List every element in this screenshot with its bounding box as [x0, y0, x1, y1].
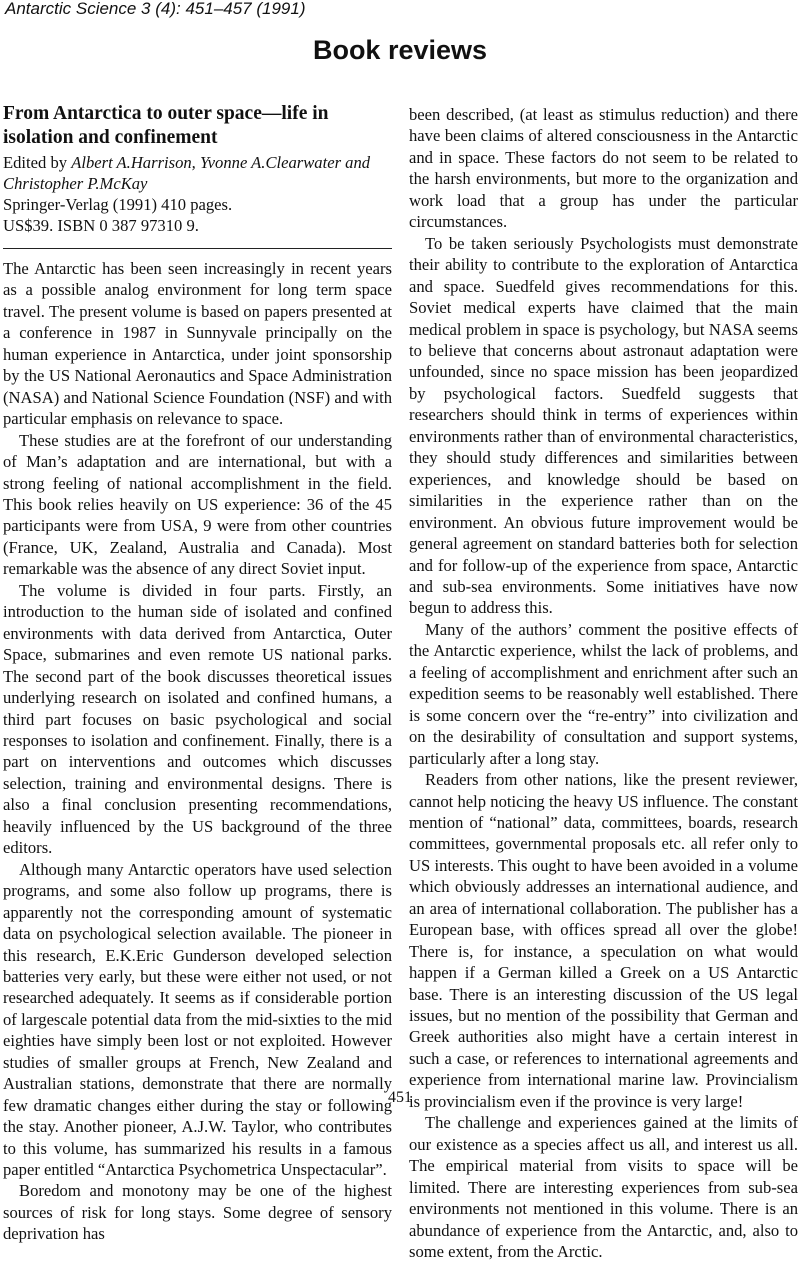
edited-by-label: Edited by	[3, 153, 72, 172]
paragraph: The Antarctic has been seen increasingly in recent years as a possible analog environment for long term space travel. The present volume is based on papers presented at a conference in 1987 in Sunnyvale principally on the human experience in Antarctica, under joint sponsorship by the US National Aeronautics and Space Administration (NASA) and National Science Foundation (NSF) and with particular emphasis on relevance to space.	[3, 259, 392, 429]
paragraph: Readers from other nations, like the present reviewer, cannot help noticing the heavy US influence. The constant mention of “national” data, committees, boards, research committees, governmental proposals etc. all refer only to US interests. This ought to have been avoided in a volume which obviously addresses an international audience, and an area of international collaboration. The publisher has a European base, with offices spread all over the globe! There is, for instance, a speculation on what would happen if a German killed a Greek on a US Antarctic base. There is an interesting discussion of the US legal issues, but no mention of the possibility that German and Greek authorities also might have a certain interest in such a case, or references to international agreements and experience from international marine law. Provincialism is provincialism even if the province is very large!	[409, 770, 798, 1111]
paragraph: Many of the authors’ comment the positive effects of the Antarctic experience, whilst the lack of problems, and a feeling of accomplishment and enrichment after such an expedition seems to be reasonably well established. There is some concern over the “re-entry” into civilization and on the desirability of consultation and support systems, particularly after a long stay.	[409, 619, 798, 768]
paragraph: been described, (at least as stimulus reduction) and there have been claims of altered consciousness in the Antarctic and in space. These factors do not seem to be related to the harsh environments, but more to the organization and work load that a group has under the particular circumstances.	[409, 105, 798, 232]
editors-names: Albert A.Harrison, Yvonne A.Clearwater and Christopher P.McKay	[3, 153, 371, 193]
publisher-line: Springer-Verlag (1991) 410 pages.	[3, 195, 233, 214]
section-title: Book reviews	[312, 35, 488, 65]
paragraph: These studies are at the forefront of our understanding of Man’s adaptation and are international, but with a strong feeling of national accomplishment in the field. This book relies heavily on US experience: 36 of the 45 participants were from USA, 9 were from other countries (France, UK, Zealand, Australia and Canada). Most remarkable was the absence of any direct Soviet input.	[3, 430, 392, 579]
paragraph: Although many Antarctic operators have used selection programs, and some also follow up programs, there is apparently not the corresponding amount of systematic data on psychological selection available. The pioneer in this research, E.K.Eric Gunderson developed selection batteries very early, but these were either not used, or not researched adequately. It seems as if considerable portion of largescale potential data from the mid-sixties to the mid eighties have simply been lost or not exploited. However studies of smaller groups at French, New Zealand and Australian stations, demonstrate that there are normally few dramatic changes either during the stay or following the stay. Another pioneer, A.J.W. Taylor, who contributes to this volume, has summarized his results in a famous paper entitled “Antarctica Psychometrica Unspectacular”.	[3, 859, 392, 1180]
journal-reference: Antarctic Science 3 (4): 451–457 (1991)	[5, 0, 306, 18]
paragraph: The challenge and experiences gained at the limits of our existence as a species affect us all, and interest us all. The empirical material from visits to space will be limited. There are interesting experiences from sub-sea environments not mentioned in this volume. There is an abundance of experience from the Antarctic, and, also to some extent, from the Arctic.	[409, 1113, 798, 1262]
editors-line	[3, 152, 392, 194]
paragraph: To be taken seriously Psychologists must demonstrate their ability to contribute to the exploration of Antarctica and space. Suedfeld gives recommendations for this. Soviet medical experts have claimed that the main medical problem in space is psychology, but NASA seems to believe that concerns about astronaut adaptation were unfounded, since no space mission has been jeopardized by psychological factors. Suedfeld suggests that researchers should think in terms of experiences within environments rather than of environmental characteristics, they should study differences and similarities between experiences, and knowledge should be based on similarities in the experience rather than on the environment. An obvious future improvement would be general agreement on standard batteries both for selection and for follow-up of the experience from space, Antarctic and sub-sea environments. Some initiatives have now begun to address this.	[409, 233, 798, 618]
book-title: From Antarctica to outer space—life in isolation and confinement	[3, 103, 329, 148]
price-isbn-line: US$39. ISBN 0 387 97310 9.	[3, 216, 199, 235]
paragraph: Boredom and monotony may be one of the highest sources of risk for long stays. Some degree of sensory deprivation has	[3, 1181, 392, 1244]
title-divider	[3, 248, 392, 249]
left-column	[3, 102, 392, 1245]
page-number: 451	[388, 1089, 412, 1106]
book-metadata	[3, 152, 392, 236]
paragraph: The volume is divided in four parts. Firstly, an introduction to the human side of isolated and confined environments with data derived from Antarctica, Outer Space, submarines and even remote US national parks. The second part of the book discusses theoretical issues underlying research on isolated and confined humans, a third part focuses on basic psychological and social responses to isolation and confinement. Finally, there is a part on interventions and outcomes which discusses selection, training and environmental designs. There is also a final conclusion presenting recommendations, heavily influenced by the US background of the three editors.	[3, 580, 392, 858]
